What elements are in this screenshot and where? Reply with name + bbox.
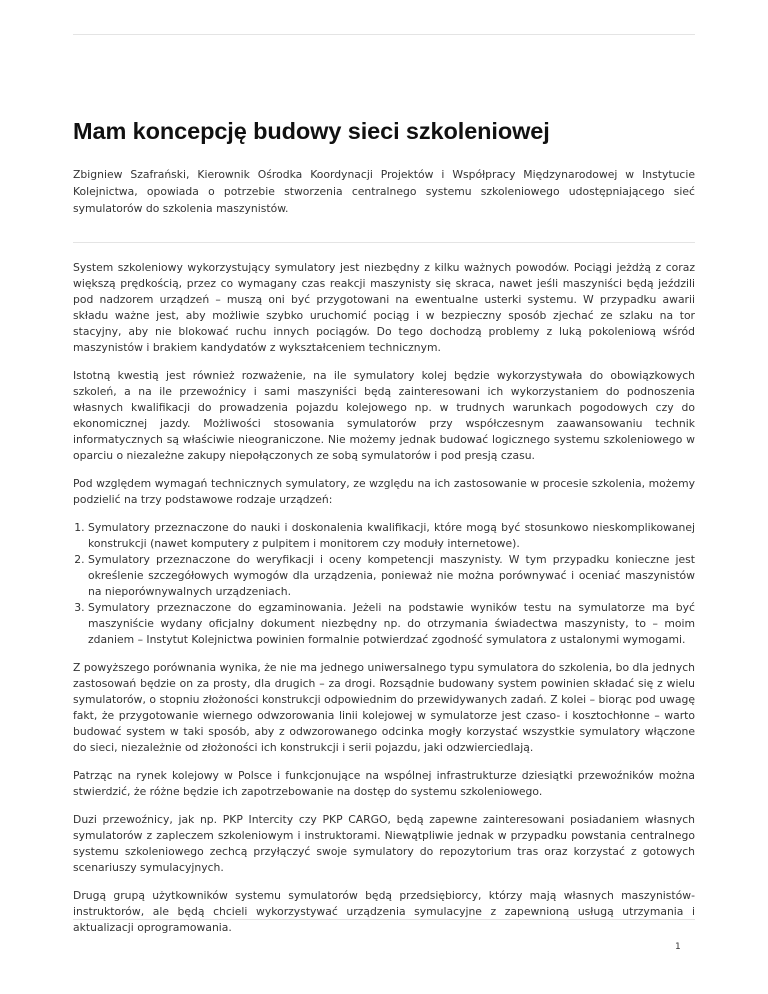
body-paragraph: Z powyższego porównania wynika, że nie ma jednego uniwersalnego typu symulatora do szkolenia, bo dla jednych zastosowań będzie on za prosty, dla drugich – za drogi. Rozsądnie budowany system powinien składać się z wielu symulatorów, o stopniu złożoności konstrukcji odpowiednim do przewidywanych zadań. Z kolei – biorąc pod uwagę fakt, że przygotowanie wiernego odwzorowania linii kolejowej w symulatorze jest czaso- i kosztochłonne – warto budować system w taki sposób, aby z odwzorowanego odcinka mogły korzystać wszystkie symulatory włączone do sieci, niezależnie od złożoności ich konstrukcji i serii pojazdu, jaki odzwierciedlają. [73, 661, 695, 754]
article-title: Mam koncepcję budowy sieci szkoleniowej [73, 118, 550, 144]
lead-divider [73, 242, 695, 243]
list-item: 2. Symulatory przeznaczone do weryfikacji i oceny kompetencji maszynisty. W tym przypadku konieczne jest określenie szczegółowych wymogów dla urządzenia, ponieważ nie można porównywać i oceniać maszynistów na nieporównywalnych urządzeniach. [88, 552, 695, 600]
simulator-types-list [73, 520, 695, 648]
list-item: 1. Symulatory przeznaczone do nauki i doskonalenia kwalifikacji, które mogą być stosunkowo nieskomplikowanej konstrukcji (nawet komputery z pulpitem i monitorem czy moduły internetowe). [88, 520, 695, 552]
list-item: 3. Symulatory przeznaczone do egzaminowania. Jeżeli na podstawie wyników testu na symulatorze ma być maszyniście wydany oficjalny dokument niezbędny np. do otrzymania świadectwa maszynisty, to – moim zdaniem – Instytut Kolejnictwa powinien formalnie potwierdzać zgodność symulatora z ustalonymi wymogami. [88, 600, 695, 648]
body-paragraph: Drugą grupą użytkowników systemu symulatorów będą przedsiębiorcy, którzy mają własnych maszynistów-instruktorów, ale będą chcieli wykorzystywać urządzenia symulacyjne z zapewnioną usługą utrzymania i aktualizacji oprogramowania. [73, 889, 695, 934]
page-number: 1 [675, 942, 681, 952]
bottom-divider [73, 919, 695, 920]
body-paragraph: Patrząc na rynek kolejowy w Polsce i funkcjonujące na wspólnej infrastrukturze dziesiątki przewoźników można stwierdzić, że różne będzie ich zapotrzebowanie na dostęp do systemu szkoleniowego. [73, 769, 695, 798]
body-paragraph: System szkoleniowy wykorzystujący symulatory jest niezbędny z kilku ważnych powodów. Pociągi jeżdżą z coraz większą prędkością, przez co wymagany czas reakcji maszynisty się skraca, nawet jeśli maszyniści będą jeździli pod nadzorem urządzeń – muszą oni być przygotowani na ewentualne usterki systemu. W przypadku awarii składu ważne jest, aby możliwie szybko uruchomić pociąg i w bezpieczny sposób zjechać ze szlaku na tor stacyjny, aby nie blokować ruchu innych pociągów. Do tego dochodzą problemy z luką pokoleniową wśród maszynistów i brakiem kandydatów z wykształceniem technicznym. [73, 261, 695, 354]
body-paragraph: Pod względem wymagań technicznych symulatory, ze względu na ich zastosowanie w procesie szkolenia, możemy podzielić na trzy podstawowe rodzaje urządzeń: [73, 477, 695, 506]
body-paragraph: Istotną kwestią jest również rozważenie, na ile symulatory kolej będzie wykorzystywała do obowiązkowych szkoleń, a na ile przewoźnicy i sami maszyniści będą zainteresowani ich wykorzystaniem do podnoszenia własnych kwalifikacji do prowadzenia pojazdu kolejowego np. w trudnych warunkach pogodowych czy do ekonomicznej jazdy. Możliwości stosowania symulatorów przy współczesnym zaawansowaniu technik informatycznych są właściwie nieograniczone. Nie możemy jednak budować logicznego systemu szkoleniowego w oparciu o niezależne zakupy niepołączonych ze sobą symulatorów i pod presją czasu. [73, 369, 695, 462]
article-body [73, 260, 695, 936]
body-paragraph: Duzi przewoźnicy, jak np. PKP Intercity czy PKP CARGO, będą zapewne zainteresowani posiadaniem własnych symulatorów z zapleczem szkoleniowym i instruktorami. Niewątpliwie jednak w przypadku powstania centralnego systemu szkoleniowego zechcą przyłączyć swoje symulatory do repozytorium tras oraz korzystać z gotowych scenariuszy symulacyjnych. [73, 813, 695, 874]
article-lead: Zbigniew Szafrański, Kierownik Ośrodka Koordynacji Projektów i Współpracy Międzynarodowej w Instytucie Kolejnictwa, opowiada o potrzebie stworzenia centralnego systemu szkoleniowego udostępniającego sieć symulatorów do szkolenia maszynistów. [73, 168, 695, 215]
top-divider [73, 34, 695, 35]
document-page [73, 0, 695, 948]
